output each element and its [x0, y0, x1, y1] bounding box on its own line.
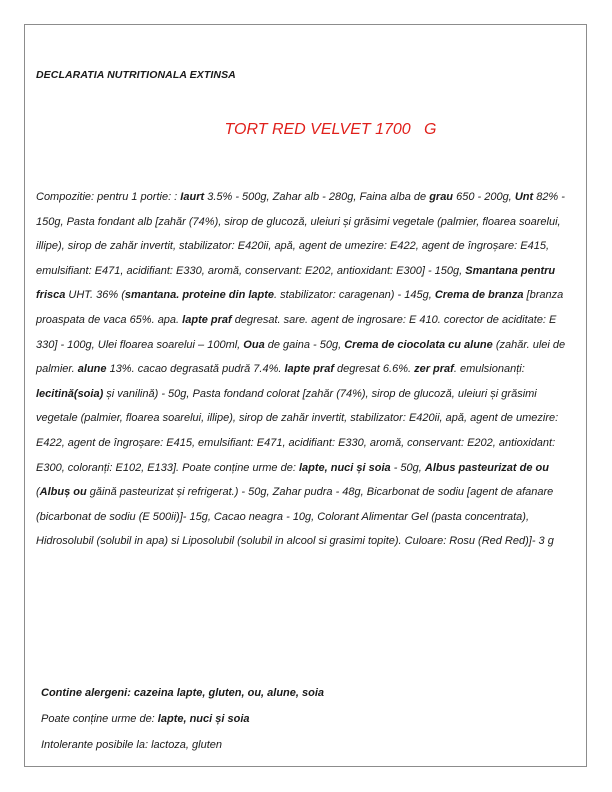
composition-segment: - 50g,	[390, 461, 425, 474]
composition-bold-segment: smantana. proteine din lapte	[124, 289, 275, 302]
composition-segment: (zahăr. ulei de palmier.	[36, 338, 566, 376]
composition-segment: 82% - 150g, Pasta fondant alb [zahăr (74%), sirop de glucoză, uleiuri și grăsimi vegetale (palmier, floarea soarelui, illipe), sirop de zahăr invertit, stabilizator: E420ii, apă, agent de umezire: E422, agent de îngroșare: E415, emulsifiant: E471, acidifiant: E330, aromă, conservant: E202, antioxidant: E300] - 150g,	[36, 191, 565, 277]
composition-bold-segment: Albus pasteurizat de ou	[424, 461, 549, 474]
composition-segment: UHT. 36% (	[65, 289, 125, 302]
composition-bold-segment: Unt	[514, 191, 534, 203]
composition-bold-segment: lapte, nuci și soia	[298, 461, 391, 474]
allergens-line	[41, 685, 561, 711]
composition-segment: degresat 6.6%.	[333, 363, 415, 376]
document-page	[24, 24, 587, 767]
allergens-list: : cazeina lapte, gluten, ou, alune, soia	[127, 687, 325, 699]
composition-segment: de gaina - 50g,	[264, 338, 345, 351]
allergens-label: Contine alergeni	[41, 687, 128, 699]
composition-segment: Compozitie: pentru 1 portie: :	[36, 191, 181, 203]
composition-segment: degresat. sare. agent de ingrosare: E 410. corector de aciditate: E 330] - 100g, Ulei floarea soarelui – 100ml,	[36, 313, 557, 351]
composition-bold-segment: lecitină(soia)	[36, 387, 104, 400]
composition-bold-segment: lapte praf	[284, 363, 334, 376]
composition-bold-segment: Oua	[243, 338, 265, 351]
composition-segment: [branza proaspata de vaca 65%. apa.	[36, 289, 564, 326]
traces-label: Poate conține urme de:	[41, 713, 158, 725]
composition-segment: . stabilizator: caragenan) - 145g,	[274, 289, 435, 302]
composition-bold-segment: Crema de branza	[434, 289, 524, 302]
composition-bold-segment: Crema de ciocolata cu alune	[344, 338, 493, 351]
composition-bold-segment: lapte praf	[182, 313, 232, 326]
composition-segment: . emulsionanți:	[453, 363, 525, 376]
product-title: TORT RED VELVET 1700 G	[224, 121, 437, 138]
composition-bold-segment: grau	[429, 191, 454, 203]
traces-list: lapte, nuci și soia	[157, 713, 250, 725]
composition-bold-segment: zer praf	[414, 363, 454, 376]
intolerances-line: Intolerante posibile la: lactoza, gluten	[41, 739, 223, 751]
traces-line	[41, 711, 561, 737]
composition-segment: găină pasteurizat și refrigerat.) - 50g, Zahar pudra - 48g, Bicarbonat de sodiu [agent de afanare (bicarbonat de sodiu (E 500ii)]- 15g, Cacao neagra - 10g, Colorant Alimentar Gel (pasta concentrata), Hidrosolubil (solubil in apa) si Liposolubil (solubil in alcool si grasimi topite). Culoare: Rosu (Red Red)]- 3 g	[36, 486, 554, 548]
composition-segment: 650 - 200g,	[453, 191, 515, 203]
composition-segment: (	[36, 486, 40, 499]
allergen-section	[41, 685, 561, 763]
composition-segment: 13%. cacao degrasată pudră 7.4%.	[106, 363, 285, 376]
composition-bold-segment: Smantana pentru frisca	[36, 264, 556, 302]
composition-segment: și vanilină) - 50g, Pasta fondand colorat [zahăr (74%), sirop de glucoză, uleiuri și grăsimi vegetale (palmier, floarea soarelui, illipe), sirop de zahăr invertit, stabilizator: E420ii, apă, agent de umezire: E422, agent de îngroșare: E415, emulsifiant: E471, acidifiant: E330, aromă, conservant: E202, antioxidant: E300, coloranți: E102, E133]. Poate conține urme de:	[36, 387, 559, 474]
document-heading: DECLARATIA NUTRITIONALA EXTINSA	[36, 69, 236, 81]
composition-bold-segment: alune	[77, 363, 107, 376]
composition-paragraph	[36, 185, 569, 554]
composition-segment: 3.5% - 500g, Zahar alb - 280g, Faina alba de	[204, 191, 430, 203]
composition-bold-segment: Albuș ou	[39, 486, 87, 499]
composition-bold-segment: Iaurt	[180, 191, 205, 203]
